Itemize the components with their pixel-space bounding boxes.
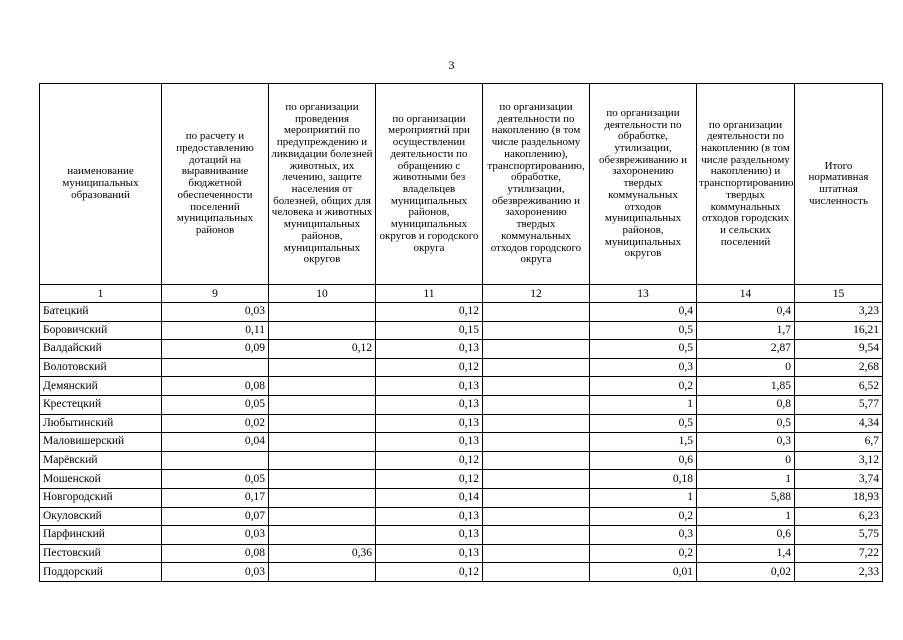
value-cell: 0,5 <box>590 321 697 340</box>
column-number: 12 <box>483 285 590 303</box>
value-cell <box>483 395 590 414</box>
value-cell: 0,12 <box>269 340 376 359</box>
municipality-name-cell: Марёвский <box>40 451 162 470</box>
value-cell: 0,12 <box>376 563 483 582</box>
municipality-name-cell: Новгородский <box>40 488 162 507</box>
value-cell: 2,33 <box>795 563 883 582</box>
value-cell: 0,03 <box>162 563 269 582</box>
value-cell: 0,13 <box>376 340 483 359</box>
value-cell: 0 <box>697 451 795 470</box>
value-cell: 0,11 <box>162 321 269 340</box>
value-cell <box>483 414 590 433</box>
value-cell <box>483 433 590 452</box>
table-row <box>40 303 883 322</box>
value-cell: 6,52 <box>795 377 883 396</box>
table-row <box>40 433 883 452</box>
value-cell <box>483 470 590 489</box>
value-cell: 0,08 <box>162 377 269 396</box>
table-row <box>40 414 883 433</box>
column-number: 9 <box>162 285 269 303</box>
value-cell: 0,4 <box>697 303 795 322</box>
value-cell <box>269 433 376 452</box>
table-row <box>40 395 883 414</box>
table-row <box>40 507 883 526</box>
value-cell: 5,77 <box>795 395 883 414</box>
value-cell: 3,74 <box>795 470 883 489</box>
municipality-name-cell: Любытинский <box>40 414 162 433</box>
value-cell: 0,13 <box>376 395 483 414</box>
table-row <box>40 321 883 340</box>
header-col-13: по организации деятельности по обработке, утилизации, обезвреживанию и захоронению твердых коммунальных отходов муниципальных районов, муниципальных округов <box>590 84 697 285</box>
header-col-12: по организации деятельности по накоплению (в том числе раздельному накоплению), транспортированию, обработке, утилизации, обезвреживанию и захоронению твердых коммунальных отходов городского округа <box>483 84 590 285</box>
value-cell <box>269 303 376 322</box>
value-cell <box>483 377 590 396</box>
value-cell: 0,13 <box>376 414 483 433</box>
value-cell: 0,15 <box>376 321 483 340</box>
value-cell: 0,3 <box>590 526 697 545</box>
column-number-row <box>40 285 883 303</box>
value-cell <box>269 488 376 507</box>
table-row <box>40 470 883 489</box>
value-cell: 1 <box>697 507 795 526</box>
value-cell <box>483 451 590 470</box>
value-cell: 2,68 <box>795 358 883 377</box>
value-cell: 0,03 <box>162 526 269 545</box>
value-cell: 1 <box>590 395 697 414</box>
value-cell: 0,6 <box>697 526 795 545</box>
value-cell: 7,22 <box>795 544 883 563</box>
value-cell: 0,8 <box>697 395 795 414</box>
value-cell: 5,75 <box>795 526 883 545</box>
header-row <box>40 84 883 285</box>
value-cell: 0,17 <box>162 488 269 507</box>
value-cell: 9,54 <box>795 340 883 359</box>
table-row <box>40 563 883 582</box>
value-cell: 0,2 <box>590 377 697 396</box>
value-cell <box>483 488 590 507</box>
table-body <box>40 303 883 582</box>
value-cell <box>483 303 590 322</box>
value-cell: 0,6 <box>590 451 697 470</box>
value-cell <box>269 377 376 396</box>
value-cell: 0,5 <box>590 414 697 433</box>
value-cell: 6,23 <box>795 507 883 526</box>
value-cell: 6,7 <box>795 433 883 452</box>
municipality-name-cell: Пестовский <box>40 544 162 563</box>
table-row <box>40 340 883 359</box>
value-cell: 0,02 <box>697 563 795 582</box>
value-cell: 0,3 <box>697 433 795 452</box>
column-number: 15 <box>795 285 883 303</box>
value-cell: 0,01 <box>590 563 697 582</box>
table-row <box>40 526 883 545</box>
column-number: 14 <box>697 285 795 303</box>
value-cell <box>269 414 376 433</box>
value-cell <box>269 451 376 470</box>
value-cell: 0,13 <box>376 433 483 452</box>
value-cell: 1 <box>697 470 795 489</box>
value-cell: 0,02 <box>162 414 269 433</box>
value-cell: 0,03 <box>162 303 269 322</box>
value-cell: 0,4 <box>590 303 697 322</box>
value-cell: 1 <box>590 488 697 507</box>
column-number: 11 <box>376 285 483 303</box>
value-cell: 0,09 <box>162 340 269 359</box>
municipality-name-cell: Мошенской <box>40 470 162 489</box>
value-cell <box>269 507 376 526</box>
value-cell <box>269 563 376 582</box>
value-cell: 0,2 <box>590 544 697 563</box>
column-number: 10 <box>269 285 376 303</box>
value-cell <box>483 544 590 563</box>
value-cell <box>483 526 590 545</box>
value-cell <box>269 321 376 340</box>
value-cell: 0,5 <box>590 340 697 359</box>
value-cell <box>483 340 590 359</box>
table-row <box>40 544 883 563</box>
municipality-name-cell: Поддорский <box>40 563 162 582</box>
value-cell <box>162 358 269 377</box>
value-cell: 0,14 <box>376 488 483 507</box>
header-municipality: наименование муниципальных образований <box>40 84 162 285</box>
value-cell: 2,87 <box>697 340 795 359</box>
value-cell: 0,13 <box>376 526 483 545</box>
value-cell: 0,13 <box>376 377 483 396</box>
value-cell <box>269 358 376 377</box>
table-row <box>40 451 883 470</box>
value-cell <box>269 526 376 545</box>
value-cell <box>162 451 269 470</box>
value-cell: 0,18 <box>590 470 697 489</box>
page-number: 3 <box>448 58 455 72</box>
column-number: 1 <box>40 285 162 303</box>
value-cell <box>483 321 590 340</box>
table-row <box>40 488 883 507</box>
value-cell: 0,3 <box>590 358 697 377</box>
value-cell: 1,85 <box>697 377 795 396</box>
municipality-name-cell: Демянский <box>40 377 162 396</box>
value-cell: 1,4 <box>697 544 795 563</box>
value-cell: 0,12 <box>376 358 483 377</box>
value-cell: 18,93 <box>795 488 883 507</box>
value-cell: 0,05 <box>162 395 269 414</box>
value-cell <box>269 395 376 414</box>
municipality-name-cell: Маловишерский <box>40 433 162 452</box>
header-col-10: по организации проведения мероприятий по предупреждению и ликвидации болезней животных, их лечению, защите населения от болезней, общих для человека и животных муниципальных районов, муниципальных округов <box>269 84 376 285</box>
value-cell <box>483 358 590 377</box>
value-cell <box>483 563 590 582</box>
header-col-14: по организации деятельности по накоплению (в том числе раздельному накоплению) и транспортированию твердых коммунальных отходов городских и сельских поселений <box>697 84 795 285</box>
municipality-name-cell: Крестецкий <box>40 395 162 414</box>
value-cell: 0,07 <box>162 507 269 526</box>
value-cell: 0,08 <box>162 544 269 563</box>
value-cell: 0,12 <box>376 303 483 322</box>
value-cell <box>483 507 590 526</box>
value-cell: 0,04 <box>162 433 269 452</box>
value-cell: 0,13 <box>376 507 483 526</box>
value-cell: 5,88 <box>697 488 795 507</box>
municipality-name-cell: Волотовский <box>40 358 162 377</box>
table-row <box>40 377 883 396</box>
value-cell: 3,23 <box>795 303 883 322</box>
value-cell: 3,12 <box>795 451 883 470</box>
header-col-11: по организации мероприятий при осуществлении деятельности по обращению с животными без владельцев муниципальных районов, муниципальных округов и городского округа <box>376 84 483 285</box>
value-cell <box>269 470 376 489</box>
header-col-15: Итого нормативная штатная численность <box>795 84 883 285</box>
value-cell: 0,13 <box>376 544 483 563</box>
value-cell: 4,34 <box>795 414 883 433</box>
municipality-name-cell: Парфинский <box>40 526 162 545</box>
column-number: 13 <box>590 285 697 303</box>
staffing-table <box>39 83 883 582</box>
value-cell: 16,21 <box>795 321 883 340</box>
value-cell: 1,7 <box>697 321 795 340</box>
table-row <box>40 358 883 377</box>
value-cell: 0,5 <box>697 414 795 433</box>
header-col-9: по расчету и предоставлению дотаций на выравнивание бюджетной обеспеченности поселений муниципальных районов <box>162 84 269 285</box>
municipality-name-cell: Батецкий <box>40 303 162 322</box>
municipality-name-cell: Валдайский <box>40 340 162 359</box>
municipality-name-cell: Боровичский <box>40 321 162 340</box>
value-cell: 1,5 <box>590 433 697 452</box>
value-cell: 0,05 <box>162 470 269 489</box>
value-cell: 0 <box>697 358 795 377</box>
value-cell: 0,12 <box>376 470 483 489</box>
value-cell: 0,12 <box>376 451 483 470</box>
value-cell: 0,2 <box>590 507 697 526</box>
municipality-name-cell: Окуловский <box>40 507 162 526</box>
value-cell: 0,36 <box>269 544 376 563</box>
